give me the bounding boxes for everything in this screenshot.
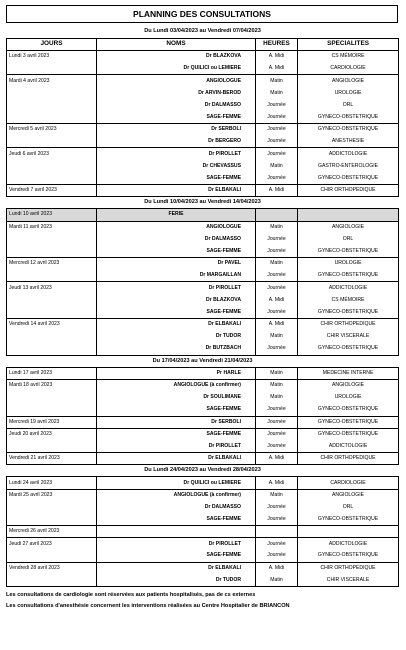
specialty-cell: GYNECO-OBSTETRIQUE: [298, 245, 399, 257]
specialty-cell: CHIR ORTHOPEDIQUE: [298, 184, 399, 196]
time-cell: Journée: [256, 501, 298, 513]
table-row: [7, 50, 399, 62]
day-cell: Vendredi 7 avril 2023: [7, 184, 97, 196]
table-row: [7, 221, 399, 233]
time-cell: Journée: [256, 440, 298, 452]
table-row: [7, 258, 399, 270]
name-cell: ANGIOLOGUE: [97, 75, 256, 87]
day-cell: [7, 331, 97, 343]
name-cell: Dr PAVEL: [97, 258, 256, 270]
time-cell: Journée: [256, 99, 298, 111]
day-cell: Mardi 11 avril 2023: [7, 221, 97, 233]
footer-note-cardiology: Les consultations de cardiologie sont réservées aux patients hospitalisés, pas de cs externes: [6, 592, 256, 598]
time-cell: Journée: [256, 172, 298, 184]
time-cell: [256, 209, 298, 221]
table-row: [7, 392, 399, 404]
column-header-time: HEURES: [256, 38, 298, 50]
specialty-cell: CARDIOLOGIE: [298, 477, 399, 489]
day-cell: [7, 136, 97, 148]
specialty-cell: ANGIOLOGIE: [298, 221, 399, 233]
week-header-row: [7, 465, 399, 477]
name-cell: SAGE-FEMME: [97, 172, 256, 184]
name-cell: SAGE-FEMME: [97, 514, 256, 526]
name-cell: Dr TUDOR: [97, 574, 256, 586]
day-cell: [7, 270, 97, 282]
column-header-name: NOMS: [97, 38, 256, 50]
name-cell: SAGE-FEMME: [97, 550, 256, 562]
specialty-cell: ADDICTOLOGIE: [298, 282, 399, 294]
day-cell: Jeudi 20 avril 2023: [7, 428, 97, 440]
time-cell: Journée: [256, 136, 298, 148]
specialty-cell: ADDICTOLOGIE: [298, 440, 399, 452]
name-cell: Dr DALMASSO: [97, 233, 256, 245]
table-row: [7, 501, 399, 513]
specialty-cell: GASTRO-ENTEROLOGIE: [298, 160, 399, 172]
table-row: [7, 233, 399, 245]
specialty-cell: GYNECO-OBSTETRIQUE: [298, 404, 399, 416]
specialty-cell: MEDECINE INTERNE: [298, 367, 399, 379]
table-row: [7, 526, 399, 538]
specialty-cell: GYNECO-OBSTETRIQUE: [298, 172, 399, 184]
table-row: [7, 148, 399, 160]
day-cell: [7, 111, 97, 123]
time-cell: Matin: [256, 87, 298, 99]
time-cell: Matin: [256, 489, 298, 501]
time-cell: Journée: [256, 428, 298, 440]
table-row: [7, 453, 399, 465]
day-cell: Mardi 4 avril 2023: [7, 75, 97, 87]
time-cell: Journée: [256, 245, 298, 257]
table-row: [7, 319, 399, 331]
week-label: Du Lundi 10/04/2023 au Vendredi 14/04/2023: [144, 199, 261, 206]
day-cell: Vendredi 21 avril 2023: [7, 453, 97, 465]
table-row: [7, 124, 399, 136]
specialty-cell: CS MÉMOIRE: [298, 294, 399, 306]
table-row: [7, 87, 399, 99]
specialty-cell: CHIR VISCERALE: [298, 574, 399, 586]
name-cell: SAGE-FEMME: [97, 428, 256, 440]
table-row: [7, 331, 399, 343]
name-cell: Dr QUILICI ou LEMIERE: [97, 477, 256, 489]
day-cell: Lundi 10 avril 2023: [7, 209, 97, 221]
column-header-spec: SPECIALITES: [298, 38, 399, 50]
day-cell: [7, 233, 97, 245]
column-header-row: [7, 38, 399, 50]
table-row: [7, 306, 399, 318]
table-row: [7, 367, 399, 379]
specialty-cell: [298, 526, 399, 538]
specialty-cell: UROLOGIE: [298, 392, 399, 404]
day-cell: Mardi 18 avril 2023: [7, 379, 97, 391]
name-cell: SAGE-FEMME: [97, 111, 256, 123]
name-cell: Dr CHEVASSUS: [97, 160, 256, 172]
day-cell: Jeudi 13 avril 2023: [7, 282, 97, 294]
name-cell: Dr ELBAKALI: [97, 453, 256, 465]
table-row: [7, 404, 399, 416]
day-cell: [7, 172, 97, 184]
day-cell: Lundi 17 avril 2023: [7, 367, 97, 379]
day-cell: Lundi 24 avril 2023: [7, 477, 97, 489]
table-row: [7, 111, 399, 123]
table-row: [7, 75, 399, 87]
time-cell: Journée: [256, 111, 298, 123]
name-cell: Dr DALMASSO: [97, 99, 256, 111]
time-cell: Journée: [256, 550, 298, 562]
day-cell: [7, 306, 97, 318]
week-header-row: [7, 355, 399, 367]
day-cell: Lundi 3 avril 2023: [7, 50, 97, 62]
name-cell: Dr PIROLLET: [97, 282, 256, 294]
specialty-cell: CARDIOLOGIE: [298, 63, 399, 75]
schedule-table: [6, 26, 399, 587]
table-row: [7, 562, 399, 574]
page-title: PLANNING DES CONSULTATIONS: [6, 5, 398, 23]
day-cell: Jeudi 27 avril 2023: [7, 538, 97, 550]
day-cell: Mercredi 19 avril 2023: [7, 416, 97, 428]
day-cell: [7, 87, 97, 99]
time-cell: A. Midi: [256, 562, 298, 574]
time-cell: Journée: [256, 416, 298, 428]
day-cell: [7, 245, 97, 257]
name-cell: SAGE-FEMME: [97, 306, 256, 318]
name-cell: Dr QUILICI ou LEMIERE: [97, 63, 256, 75]
time-cell: Journée: [256, 514, 298, 526]
time-cell: Journée: [256, 306, 298, 318]
day-cell: Mercredi 12 avril 2023: [7, 258, 97, 270]
table-row: [7, 379, 399, 391]
table-row: [7, 416, 399, 428]
name-cell: Dr ELBAKALI: [97, 319, 256, 331]
table-row: [7, 477, 399, 489]
specialty-cell: ADDICTOLOGIE: [298, 538, 399, 550]
specialty-cell: CHIR ORTHOPEDIQUE: [298, 319, 399, 331]
specialty-cell: UROLOGIE: [298, 258, 399, 270]
time-cell: A. Midi: [256, 319, 298, 331]
time-cell: A. Midi: [256, 477, 298, 489]
time-cell: Matin: [256, 574, 298, 586]
table-row: [7, 538, 399, 550]
day-cell: [7, 294, 97, 306]
table-row: [7, 428, 399, 440]
time-cell: A. Midi: [256, 184, 298, 196]
name-cell: Dr MARGAILLAN: [97, 270, 256, 282]
time-cell: Journée: [256, 282, 298, 294]
table-row: [7, 282, 399, 294]
name-cell: Dr PIROLLET: [97, 440, 256, 452]
day-cell: [7, 160, 97, 172]
table-row: [7, 209, 399, 221]
specialty-cell: GYNECO-OBSTETRIQUE: [298, 514, 399, 526]
time-cell: Matin: [256, 221, 298, 233]
schedule-body: [7, 26, 399, 587]
name-cell: Dr BERGERO: [97, 136, 256, 148]
time-cell: Matin: [256, 331, 298, 343]
table-row: [7, 550, 399, 562]
time-cell: A. Midi: [256, 63, 298, 75]
table-row: [7, 440, 399, 452]
specialty-cell: ANESTHESIE: [298, 136, 399, 148]
time-cell: [256, 526, 298, 538]
week-label: Du 17/04/2023 au Vendredi 21/04/2023: [152, 357, 253, 364]
name-cell: Pr HARLE: [97, 367, 256, 379]
specialty-cell: GYNECO-OBSTETRIQUE: [298, 428, 399, 440]
time-cell: Matin: [256, 160, 298, 172]
time-cell: Journée: [256, 404, 298, 416]
specialty-cell: [298, 209, 399, 221]
name-cell: [97, 526, 256, 538]
name-cell: FERIE: [97, 209, 256, 221]
table-row: [7, 489, 399, 501]
time-cell: A. Midi: [256, 453, 298, 465]
name-cell: Dr ARVIN-BEROD: [97, 87, 256, 99]
specialty-cell: CHIR ORTHOPEDIQUE: [298, 453, 399, 465]
day-cell: [7, 63, 97, 75]
name-cell: ANGIOLOGUE: [97, 221, 256, 233]
specialty-cell: ORL: [298, 99, 399, 111]
name-cell: Dr SERBOLI: [97, 124, 256, 136]
name-cell: Dr PIROLLET: [97, 148, 256, 160]
table-row: [7, 63, 399, 75]
time-cell: Matin: [256, 75, 298, 87]
day-cell: [7, 99, 97, 111]
table-row: [7, 99, 399, 111]
specialty-cell: GYNECO-OBSTETRIQUE: [298, 550, 399, 562]
time-cell: Matin: [256, 367, 298, 379]
footer-note-anesthesia: Les consultations d'anesthésie concernent les interventions réalisées au Centre Hospitalier de BRIANCON: [6, 603, 290, 609]
day-cell: Mardi 25 avril 2023: [7, 489, 97, 501]
name-cell: Dr BLAZKOVA: [97, 294, 256, 306]
day-cell: [7, 550, 97, 562]
time-cell: Matin: [256, 258, 298, 270]
specialty-cell: ANGIOLOGIE: [298, 489, 399, 501]
time-cell: Journée: [256, 148, 298, 160]
time-cell: A. Midi: [256, 294, 298, 306]
name-cell: Dr TUDOR: [97, 331, 256, 343]
time-cell: Journée: [256, 270, 298, 282]
specialty-cell: ANGIOLOGIE: [298, 75, 399, 87]
table-row: [7, 343, 399, 355]
specialty-cell: ADDICTOLOGIE: [298, 148, 399, 160]
time-cell: Journée: [256, 343, 298, 355]
specialty-cell: GYNECO-OBSTETRIQUE: [298, 416, 399, 428]
day-cell: [7, 574, 97, 586]
table-row: [7, 184, 399, 196]
name-cell: Dr SOULIMANE: [97, 392, 256, 404]
time-cell: Matin: [256, 392, 298, 404]
time-cell: Journée: [256, 538, 298, 550]
week-header-row: [7, 197, 399, 209]
time-cell: A. Midi: [256, 50, 298, 62]
specialty-cell: GYNECO-OBSTETRIQUE: [298, 343, 399, 355]
column-header-day: JOURS: [7, 38, 97, 50]
day-cell: [7, 440, 97, 452]
week-label: Du Lundi 24/04/2023 au Vendredi 28/04/2023: [144, 467, 261, 474]
specialty-cell: GYNECO-OBSTETRIQUE: [298, 270, 399, 282]
name-cell: Dr DALMASSO: [97, 501, 256, 513]
specialty-cell: UROLOGIE: [298, 87, 399, 99]
week-header-row: [7, 26, 399, 38]
specialty-cell: CS MÉMOIRE: [298, 50, 399, 62]
specialty-cell: ORL: [298, 233, 399, 245]
name-cell: ANGIOLOGUE (à confirmer): [97, 379, 256, 391]
specialty-cell: GYNECO-OBSTETRIQUE: [298, 111, 399, 123]
table-row: [7, 270, 399, 282]
time-cell: Matin: [256, 379, 298, 391]
day-cell: [7, 501, 97, 513]
name-cell: SAGE-FEMME: [97, 245, 256, 257]
day-cell: Vendredi 28 avril 2023: [7, 562, 97, 574]
specialty-cell: GYNECO-OBSTETRIQUE: [298, 306, 399, 318]
day-cell: Vendredi 14 avril 2023: [7, 319, 97, 331]
name-cell: SAGE-FEMME: [97, 404, 256, 416]
name-cell: ANGIOLOGUE (à confirmer): [97, 489, 256, 501]
specialty-cell: ANGIOLOGIE: [298, 379, 399, 391]
name-cell: Dr BLAZKOVA: [97, 50, 256, 62]
specialty-cell: CHIR VISCERALE: [298, 331, 399, 343]
name-cell: Dr SERBOLI: [97, 416, 256, 428]
specialty-cell: ORL: [298, 501, 399, 513]
table-row: [7, 574, 399, 586]
name-cell: Dr ELBAKALI: [97, 184, 256, 196]
day-cell: [7, 392, 97, 404]
table-row: [7, 294, 399, 306]
specialty-cell: GYNECO-OBSTETRIQUE: [298, 124, 399, 136]
day-cell: [7, 404, 97, 416]
specialty-cell: CHIR ORTHOPEDIQUE: [298, 562, 399, 574]
name-cell: Dr ELBAKALI: [97, 562, 256, 574]
day-cell: Jeudi 6 avril 2023: [7, 148, 97, 160]
table-row: [7, 514, 399, 526]
name-cell: Dr PIROLLET: [97, 538, 256, 550]
table-row: [7, 172, 399, 184]
day-cell: Mercredi 26 avril 2023: [7, 526, 97, 538]
time-cell: Journée: [256, 233, 298, 245]
table-row: [7, 136, 399, 148]
week-label: Du Lundi 03/04/2023 au Vendredi 07/04/2023: [144, 28, 261, 35]
day-cell: [7, 514, 97, 526]
day-cell: [7, 343, 97, 355]
day-cell: Mercredi 5 avril 2023: [7, 124, 97, 136]
time-cell: Journée: [256, 124, 298, 136]
table-row: [7, 160, 399, 172]
name-cell: Dr BUTZBACH: [97, 343, 256, 355]
table-row: [7, 245, 399, 257]
